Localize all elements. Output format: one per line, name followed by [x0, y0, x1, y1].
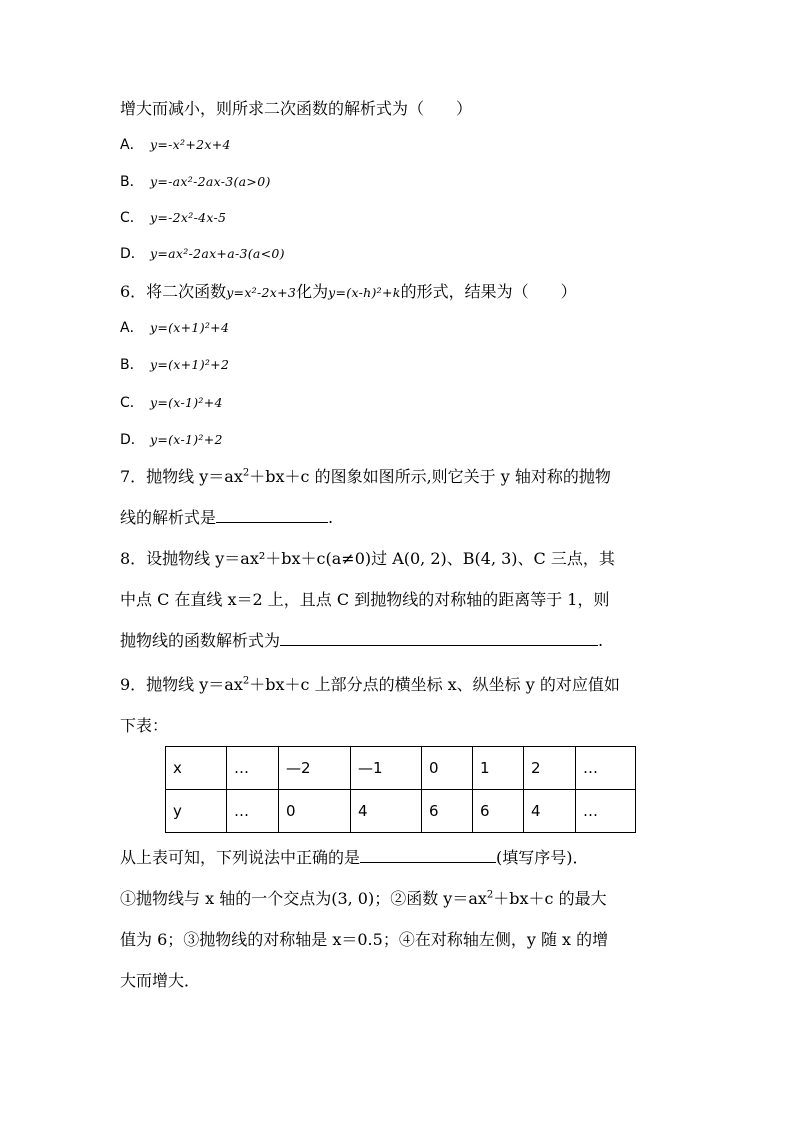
table-cell: 0 — [279, 790, 351, 833]
table-cell: —1 — [351, 747, 422, 790]
option-expression: y=ax²-2ax+a-3(a<0) — [150, 246, 285, 261]
q6-option-c — [120, 394, 223, 412]
option-letter: C． — [120, 210, 144, 226]
q7-text: 7．抛物线 y＝ax — [120, 467, 243, 486]
option-expression: y=(x+1)²+2 — [150, 357, 230, 372]
q6-option-b — [120, 356, 229, 374]
q9-text: 9．抛物线 y＝ax — [120, 675, 243, 694]
exponent: 2 — [486, 889, 494, 901]
q9-statements-line-3: 大而增大． — [120, 971, 201, 990]
q9-text: ①抛物线与 x 轴的一个交点为(3, 0)；②函数 y＝ax — [120, 889, 487, 908]
option-letter: A． — [120, 137, 144, 153]
q9-text: ＋bx＋c 的最大 — [493, 889, 607, 908]
q9-text: 从上表可知，下列说法中正确的是 — [120, 848, 361, 867]
option-expression: y=-2x²-4x-5 — [150, 210, 227, 225]
table-cell: —2 — [279, 747, 351, 790]
q9-statements-line-2: 值为 6；③抛物线的对称轴是 x＝0.5；④在对称轴左侧，y 随 x 的增 — [120, 930, 609, 949]
q9-statements-line-1 — [120, 889, 607, 909]
q6-option-d — [120, 431, 223, 449]
q7-line-1 — [120, 467, 611, 487]
option-expression: y=(x+1)²+4 — [150, 320, 230, 335]
option-expression: y=(x-1)²+2 — [150, 432, 223, 447]
q8-text: 抛物线的函数解析式为 — [120, 631, 281, 650]
answer-blank[interactable] — [280, 631, 598, 646]
option-letter: B． — [120, 357, 144, 373]
exponent: 2 — [242, 675, 250, 687]
q7-line-2 — [120, 508, 333, 528]
q7-text: ＋bx＋c 的图象如图所示,则它关于 y 轴对称的抛物 — [249, 467, 611, 486]
table-cell: 4 — [351, 790, 422, 833]
q9-line-1 — [120, 675, 620, 695]
table-cell: … — [227, 747, 279, 790]
table-cell: 6 — [422, 790, 473, 833]
option-expression: y=-x²+2x+4 — [150, 137, 231, 152]
option-expression: y=-ax²-2ax-3(a>0) — [150, 174, 271, 189]
q5-option-a — [120, 136, 231, 154]
table-cell: 6 — [473, 790, 524, 833]
option-expression: y=(x-1)²+4 — [150, 395, 223, 410]
table-row — [166, 747, 636, 790]
table-cell: 4 — [524, 790, 576, 833]
answer-blank[interactable] — [216, 508, 328, 523]
table-cell: 2 — [524, 747, 576, 790]
option-letter: C． — [120, 395, 144, 411]
q7-text: 线的解析式是 — [120, 508, 217, 527]
table-cell: … — [227, 790, 279, 833]
q6-suffix: 的形式，结果为（ ） — [400, 282, 577, 301]
option-letter: D． — [120, 246, 145, 262]
q5-option-b — [120, 173, 271, 191]
q6-option-a — [120, 319, 229, 337]
q6-prefix: 6．将二次函数 — [120, 282, 227, 301]
q8-line-1: 8．设抛物线 y＝ax²＋bx＋c(a≠0)过 A(0, 2)、B(4, 3)、C 三点，其 — [120, 549, 615, 568]
q6-expression-2: y=(x-h)²+k — [328, 285, 401, 300]
q5-stem-tail: 增大而减小，则所求二次函数的解析式为（ ） — [120, 99, 473, 118]
exponent: 2 — [242, 467, 250, 479]
q9-text: ＋bx＋c 上部分点的横坐标 x、纵坐标 y 的对应值如 — [249, 675, 620, 694]
answer-blank[interactable] — [360, 848, 496, 863]
q6-mid: 化为 — [296, 282, 329, 301]
table-cell: 0 — [422, 747, 473, 790]
q9-line-2: 下表： — [120, 716, 169, 735]
table-cell: … — [576, 747, 636, 790]
q6-stem — [120, 282, 577, 303]
q5-option-c — [120, 209, 226, 227]
q6-expression-1: y=x²-2x+3 — [226, 285, 297, 300]
q5-option-d — [120, 245, 285, 263]
table-cell: y — [166, 790, 227, 833]
table-cell: x — [166, 747, 227, 790]
option-letter: B． — [120, 174, 144, 190]
q8-period: . — [598, 631, 604, 650]
q8-line-2: 中点 C 在直线 x＝2 上，且点 C 到抛物线的对称轴的距离等于 1，则 — [120, 590, 610, 609]
table-cell: … — [576, 790, 636, 833]
table-row — [166, 790, 636, 833]
option-letter: D． — [120, 432, 145, 448]
q9-text: (填写序号)． — [496, 848, 589, 867]
table-cell: 1 — [473, 747, 524, 790]
q7-period: . — [328, 508, 334, 527]
option-letter: A． — [120, 320, 144, 336]
values-table — [165, 746, 636, 833]
q9-after-table — [120, 848, 589, 868]
q8-line-3 — [120, 631, 603, 651]
